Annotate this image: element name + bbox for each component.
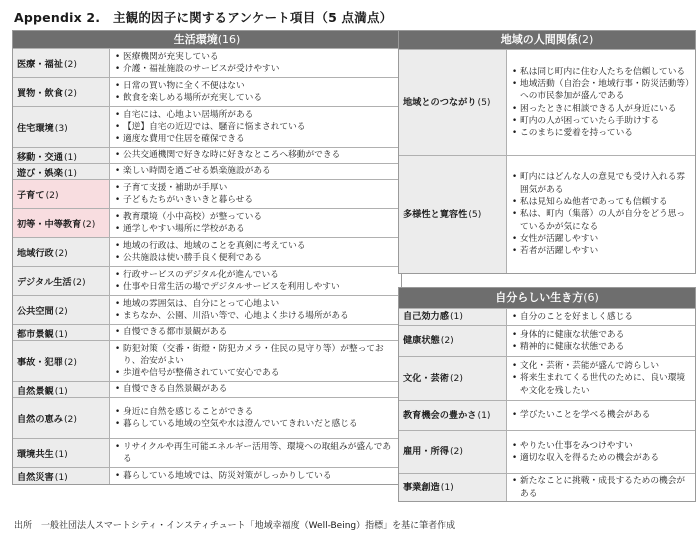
category-count: (2) xyxy=(449,372,463,384)
category-row xyxy=(13,147,401,163)
category-cell xyxy=(13,107,110,147)
category-row xyxy=(13,208,401,237)
category-row xyxy=(13,106,401,147)
page-title: Appendix 2. 主観的因子に関するアンケート項目（5 点満点） xyxy=(14,10,393,25)
survey-item: • 困ったときに相談できる人が身近にいる xyxy=(511,103,692,115)
survey-item: • 通学しやすい場所に学校がある xyxy=(114,223,398,235)
category-cell xyxy=(13,267,110,295)
category-cell xyxy=(399,326,507,356)
category-count: (2) xyxy=(449,446,463,457)
category-name: 移動・交通 xyxy=(17,151,63,163)
category-count: (1) xyxy=(54,385,68,397)
survey-item: • 防犯対策（交番・街燈・防犯カメラ・住民の見守り等）が整っており、治安がよい xyxy=(114,343,398,368)
category-count: (1) xyxy=(440,481,454,493)
category-count: (1) xyxy=(477,409,491,421)
survey-item: • 町内にはどんな人の意見でも受け入れる雰囲気がある xyxy=(511,171,692,196)
category-name: 遊び・娯楽 xyxy=(17,167,63,179)
category-name: 買物・飲食 xyxy=(17,88,63,99)
category-count: (2) xyxy=(63,88,77,99)
item-list xyxy=(110,398,401,438)
category-name: 教育機会の豊かさ xyxy=(403,409,477,421)
category-row xyxy=(13,295,401,324)
survey-item: • このまちに愛着を持っている xyxy=(511,127,692,139)
category-name: デジタル生活 xyxy=(17,277,72,288)
category-row xyxy=(13,48,401,77)
survey-item: • 地域の雰囲気は、自分にとって心地よい xyxy=(114,298,398,310)
item-list xyxy=(110,78,401,106)
survey-item: • 若者が活躍しやすい xyxy=(511,245,692,257)
survey-item: • 地域の行政は、地域のことを真剣に考えている xyxy=(114,240,398,252)
category-count: (3) xyxy=(54,123,68,134)
item-list xyxy=(110,341,401,381)
item-list xyxy=(110,180,401,208)
survey-item: • 暮らしている地域では、防災対策がしっかりしている xyxy=(114,470,398,482)
category-row xyxy=(399,430,695,473)
category-name: 地域とのつながり xyxy=(403,96,477,108)
header-label: 自分らしい生き方 xyxy=(495,291,584,304)
item-list xyxy=(507,401,695,430)
category-count: (2) xyxy=(63,59,77,70)
category-cell xyxy=(13,78,110,106)
category-row xyxy=(13,77,401,106)
category-name: 自己効力感 xyxy=(403,311,449,322)
category-count: (1) xyxy=(54,472,68,483)
survey-item: • 将来生まれてくる世代のために、良い環境や文化を残したい xyxy=(511,372,692,397)
category-cell xyxy=(399,401,507,430)
item-list xyxy=(110,439,401,467)
survey-item: • 暮らしている地域の空気や水は澄んでいてきれいだと感じる xyxy=(114,418,398,430)
item-list xyxy=(507,50,695,155)
community-relations-header xyxy=(399,31,695,49)
category-name: 自然の恵み xyxy=(17,414,63,425)
item-list xyxy=(507,431,695,473)
item-list xyxy=(110,468,401,484)
category-name: 文化・芸術 xyxy=(403,372,449,384)
category-row xyxy=(13,467,401,484)
category-count: (1) xyxy=(54,328,68,340)
community-relations-panel xyxy=(398,30,696,274)
category-cell xyxy=(13,180,110,208)
category-cell xyxy=(13,341,110,381)
survey-item: • 公共交通機関で好きな時に好きなところへ移動ができる xyxy=(114,149,398,161)
category-count: (2) xyxy=(63,414,77,425)
item-list xyxy=(110,49,401,77)
item-list xyxy=(507,474,695,501)
source-note: 出所 一般社団法人スマートシティ・インスティチュート「地域幸福度（Well-Being）指標」を基に筆者作成 xyxy=(14,521,456,531)
category-cell xyxy=(13,209,110,237)
survey-item: • 適切な収入を得るための機会がある xyxy=(511,452,692,464)
survey-item: • 適度な費用で住居を確保できる xyxy=(114,133,398,145)
survey-item: • 自慢できる自然景観がある xyxy=(114,383,398,395)
category-row xyxy=(13,237,401,266)
survey-item: • 身近に自然を感じることができる xyxy=(114,406,398,418)
category-row xyxy=(399,473,695,501)
survey-item: • 学びたいことを学べる機会がある xyxy=(511,409,692,421)
own-way-of-life-panel xyxy=(398,287,696,502)
item-list xyxy=(110,382,401,397)
category-row xyxy=(13,340,401,381)
living-environment-panel xyxy=(12,30,402,485)
category-cell xyxy=(13,398,110,438)
survey-item: • 子どもたちがいきいきと暮らせる xyxy=(114,194,398,206)
category-cell xyxy=(13,49,110,77)
survey-item: • 楽しい時間を過ごせる娯楽施設がある xyxy=(114,165,398,177)
survey-item: • 飲食を楽しめる場所が充実している xyxy=(114,92,398,104)
category-count: (2) xyxy=(54,248,68,259)
category-name: 地域行政 xyxy=(17,248,54,259)
category-row xyxy=(13,266,401,295)
header-count: (16) xyxy=(217,33,241,46)
category-cell xyxy=(13,439,110,467)
category-row xyxy=(399,400,695,430)
header-count: (2) xyxy=(577,33,594,46)
category-name: 自然景観 xyxy=(17,385,54,397)
category-name: 事業創造 xyxy=(403,481,440,493)
survey-item: • 文化・芸術・芸能が盛んで誇らしい xyxy=(511,360,692,372)
header-label: 地域の人間関係 xyxy=(500,33,578,46)
category-cell xyxy=(399,474,507,501)
category-name: 健康状態 xyxy=(403,335,440,346)
survey-item: • やりたい仕事をみつけやすい xyxy=(511,440,692,452)
item-list xyxy=(507,309,695,325)
category-name: 初等・中等教育 xyxy=(17,219,82,230)
own-way-of-life-header xyxy=(399,288,695,308)
survey-item: • 自宅には、心地よい居場所がある xyxy=(114,109,398,121)
survey-item: • 歩道や信号が整備されていて安心である xyxy=(114,367,398,379)
item-list xyxy=(110,238,401,266)
item-list xyxy=(507,357,695,400)
category-count: (2) xyxy=(45,190,59,201)
category-row xyxy=(399,356,695,400)
survey-item: • 【逆】自宅の近辺では、騒音に悩まされている xyxy=(114,121,398,133)
item-list xyxy=(507,326,695,356)
survey-item: • 地域活動（自治会・地域行事・防災活動等）への市民参加が盛んである xyxy=(511,78,692,103)
header-count: (6) xyxy=(583,291,599,304)
category-count: (2) xyxy=(63,357,77,368)
category-name: 住宅環境 xyxy=(17,123,54,134)
category-count: (5) xyxy=(468,208,482,220)
survey-item: • 子育て支援・補助が手厚い xyxy=(114,182,398,194)
category-name: 都市景観 xyxy=(17,328,54,340)
category-count: (1) xyxy=(63,167,77,179)
category-cell xyxy=(13,148,110,163)
survey-item: • 行政サービスのデジタル化が進んでいる xyxy=(114,269,398,281)
survey-item: • 日常の買い物に全く不便はない xyxy=(114,80,398,92)
category-name: 多様性と寛容性 xyxy=(403,208,468,220)
category-cell xyxy=(399,357,507,400)
survey-item: • 自分のことを好ましく感じる xyxy=(511,311,692,323)
survey-item: • 身体的に健康な状態である xyxy=(511,329,692,341)
survey-item: • 精神的に健康な状態である xyxy=(511,341,692,353)
category-row xyxy=(399,308,695,325)
category-row xyxy=(399,49,695,155)
survey-item: • 新たなことに挑戦・成長するための機会がある xyxy=(511,475,692,500)
category-row xyxy=(13,397,401,438)
category-count: (1) xyxy=(54,449,68,460)
survey-item: • リサイクルや再生可能エネルギー活用等、環境への取組みが盛んである xyxy=(114,441,398,466)
item-list xyxy=(110,296,401,324)
item-list xyxy=(110,267,401,295)
category-cell xyxy=(399,156,507,273)
category-cell xyxy=(13,238,110,266)
category-row xyxy=(13,163,401,179)
item-list xyxy=(110,164,401,179)
item-list xyxy=(110,325,401,340)
survey-item: • 私は、町内（集落）の人が自分をどう思っているかが気になる xyxy=(511,208,692,233)
category-name: 事故・犯罪 xyxy=(17,357,63,368)
survey-item: • まちなか、公園、川沿い等で、心地よく歩ける場所がある xyxy=(114,310,398,322)
category-cell xyxy=(399,431,507,473)
category-count: (2) xyxy=(440,335,454,346)
survey-item: • 女性が活躍しやすい xyxy=(511,233,692,245)
category-row xyxy=(13,324,401,340)
category-row xyxy=(13,381,401,397)
category-count: (2) xyxy=(82,219,96,230)
living-environment-header xyxy=(13,31,401,48)
category-cell xyxy=(13,382,110,397)
item-list xyxy=(110,107,401,147)
survey-item: • 自慢できる都市景観がある xyxy=(114,326,398,338)
category-count: (1) xyxy=(63,151,77,163)
category-cell xyxy=(13,468,110,484)
category-count: (2) xyxy=(54,306,68,317)
survey-item: • 私は見知らぬ他者であっても信頼する xyxy=(511,196,692,208)
survey-item: • 仕事や日常生活の場でデジタルサービスを利用しやすい xyxy=(114,281,398,293)
item-list xyxy=(110,209,401,237)
category-row xyxy=(399,325,695,356)
category-count: (1) xyxy=(449,311,463,322)
category-cell xyxy=(13,164,110,179)
category-row xyxy=(13,179,401,208)
category-row xyxy=(13,438,401,467)
category-name: 環境共生 xyxy=(17,449,54,460)
survey-item: • 私は同じ町内に住む人たちを信頼している xyxy=(511,66,692,78)
category-name: 子育て xyxy=(17,190,45,201)
item-list xyxy=(507,156,695,273)
category-name: 医療・福祉 xyxy=(17,59,63,70)
category-name: 雇用・所得 xyxy=(403,446,449,457)
category-name: 公共空間 xyxy=(17,306,54,317)
category-cell xyxy=(13,296,110,324)
category-cell xyxy=(13,325,110,340)
category-count: (5) xyxy=(477,96,491,108)
category-cell xyxy=(399,309,507,325)
survey-item: • 教育環境（小中高校）が整っている xyxy=(114,211,398,223)
category-name: 自然災害 xyxy=(17,472,54,483)
item-list xyxy=(110,148,401,163)
survey-item: • 介護・福祉施設のサービスが受けやすい xyxy=(114,63,398,75)
survey-item: • 医療機関が充実している xyxy=(114,51,398,63)
survey-item: • 町内の人が困っていたら手助けする xyxy=(511,115,692,127)
category-cell xyxy=(399,50,507,155)
survey-item: • 公共施設は使い勝手良く便利である xyxy=(114,252,398,264)
header-label: 生活環境 xyxy=(173,33,218,46)
category-row xyxy=(399,155,695,273)
category-count: (2) xyxy=(72,277,86,288)
